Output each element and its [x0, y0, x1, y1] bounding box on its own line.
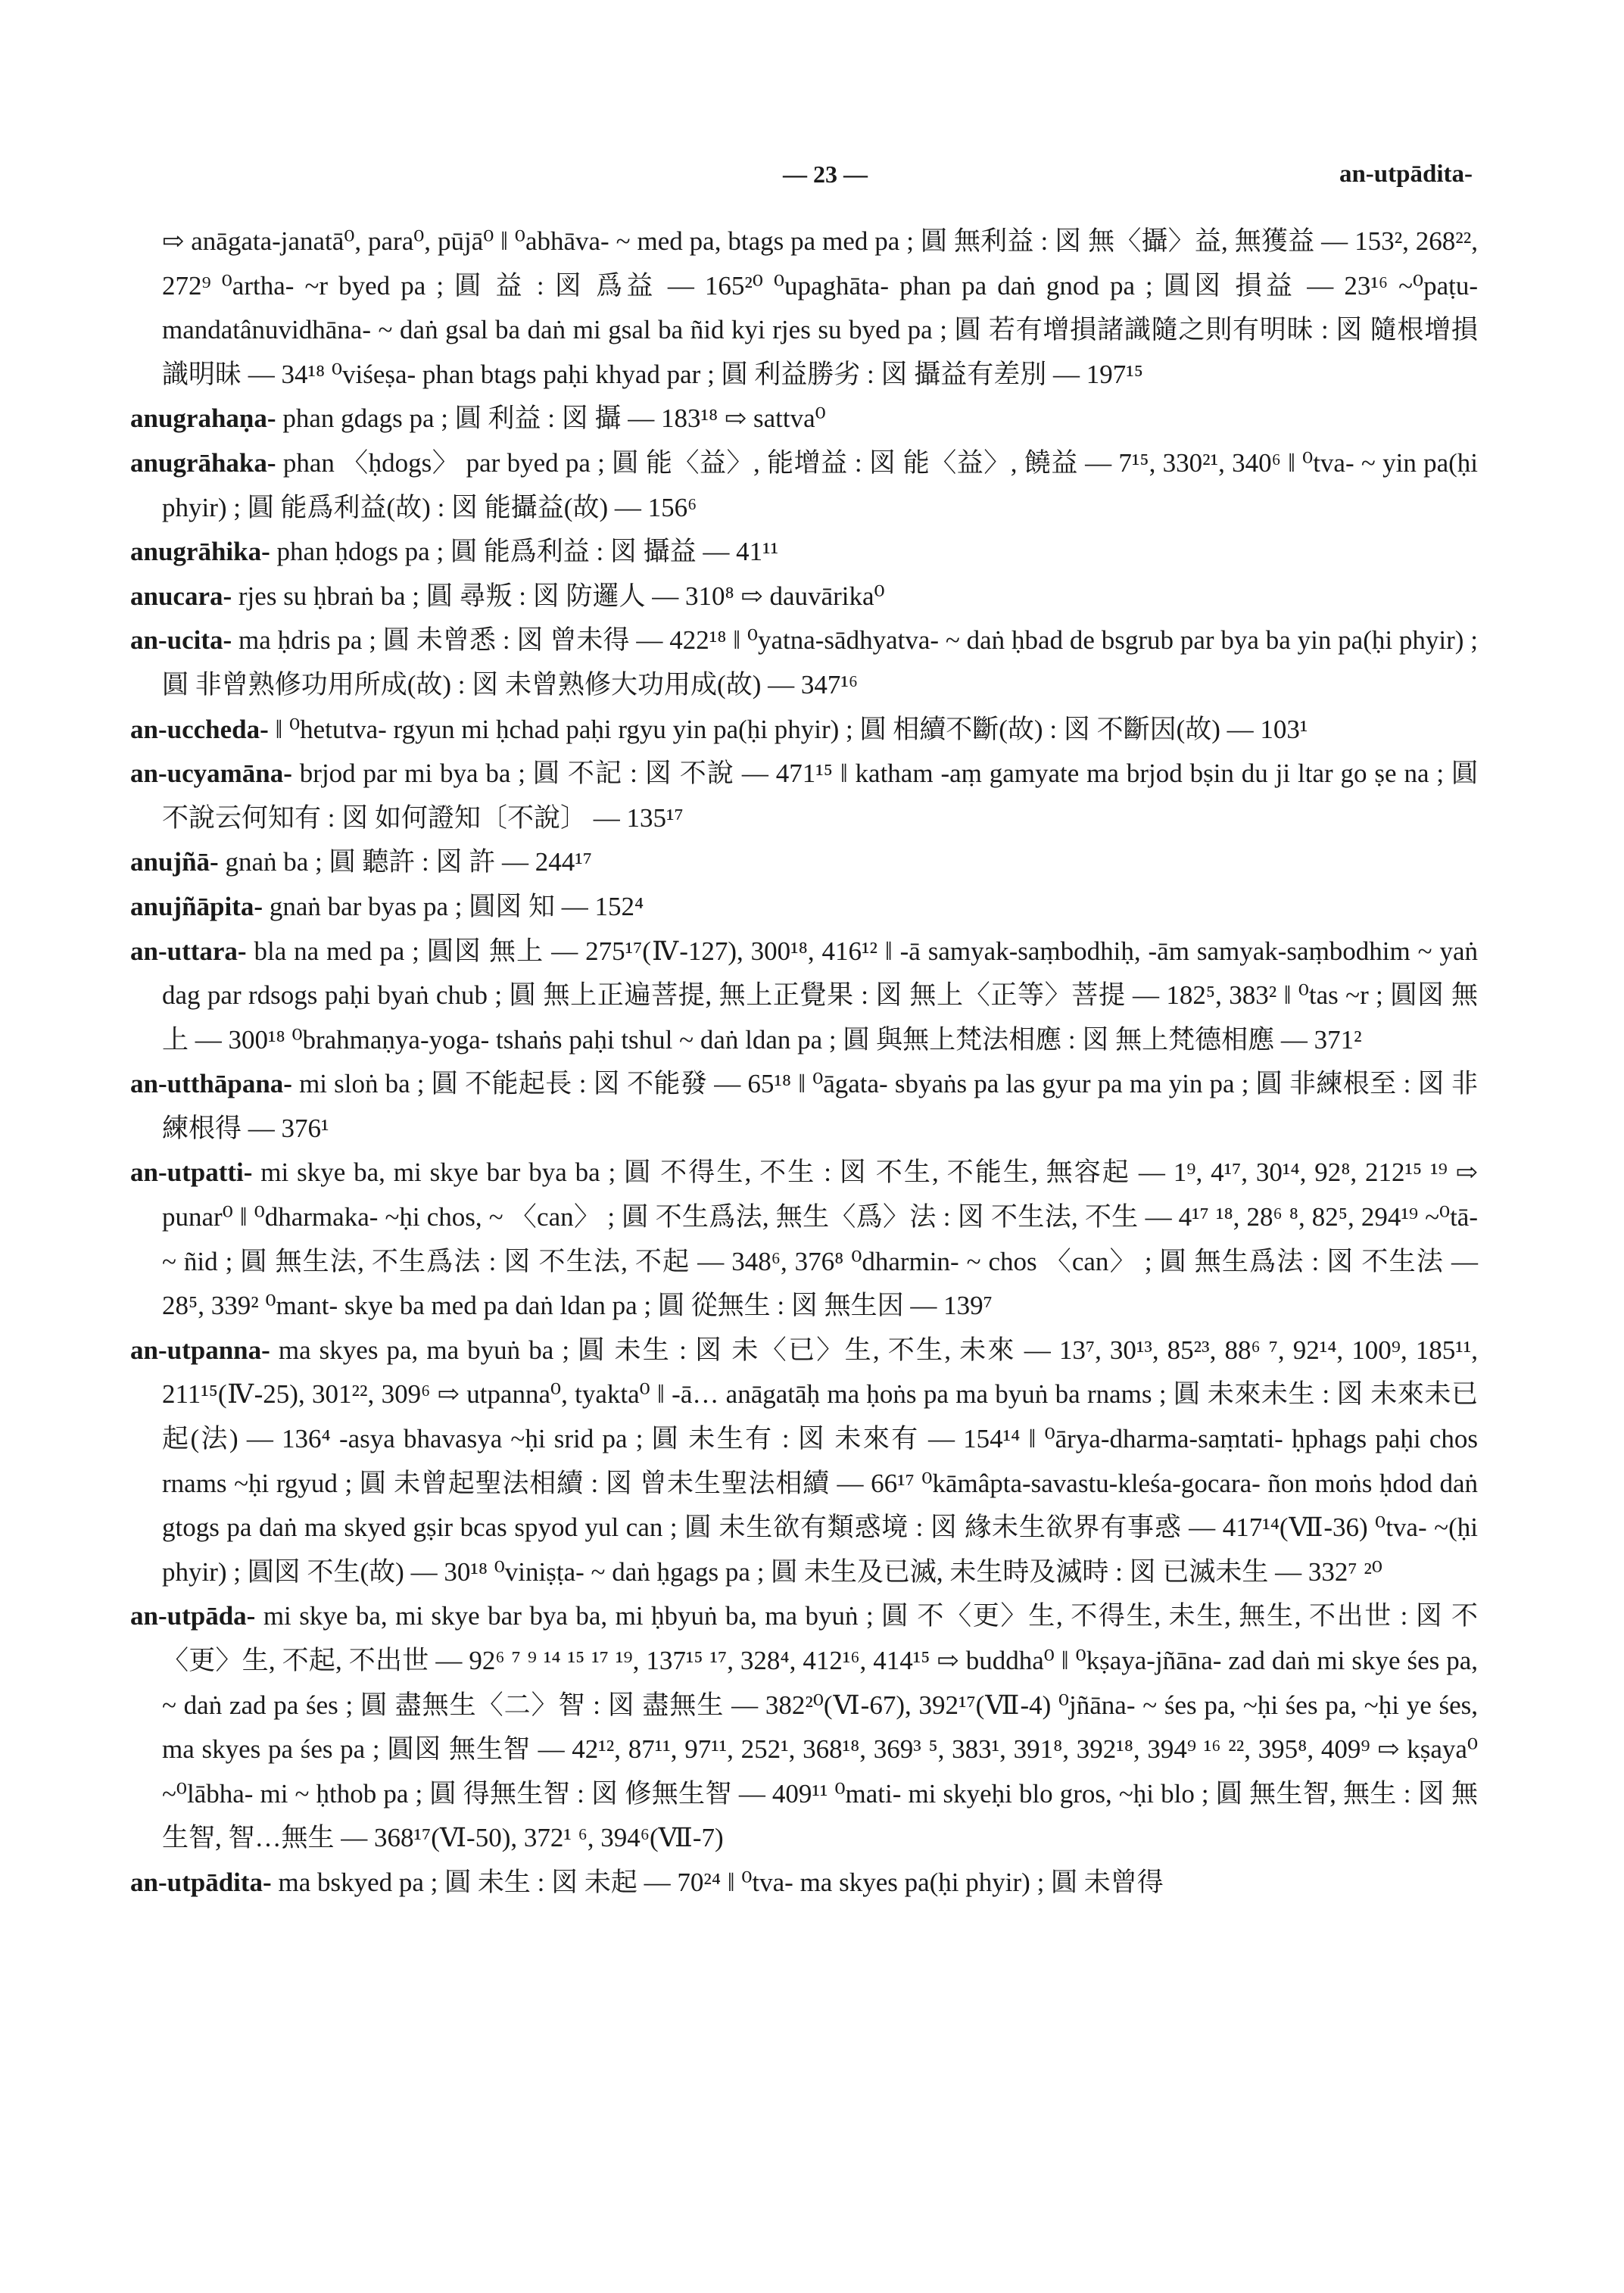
entry-an-utpatti — [130, 1151, 1478, 1328]
entry-text: ‖ ⁰hetutva- rgyun mi ḥchad paḥi rgyu yin pa(ḥi phyir) ; 圓 相續不斷(故) : 図 不斷因(故) — 103¹ — [275, 714, 1308, 744]
entry-headword: anujñāpita- — [130, 891, 263, 921]
entry-anugrahaka — [130, 441, 1478, 530]
entry-text: bla na med pa ; 圓図 無上 — 275¹⁷(Ⅳ-127), 300¹⁸, 416¹² ‖ -ā samyak-saṃbodhiḥ, -ām samyak-saṃbodhim ~ yaṅ dag par rdsogs paḥi byaṅ chub ; 圓 無上正遍菩提, 無上正覺果 : 図 無上〈正等〉菩提 — 182⁵, 383² ‖ ⁰tas ~r ; 圓図 無上 — 300¹⁸ ⁰brahmaṇya-yoga- tshaṅs paḥi tshul ~ daṅ ldan pa ; 圓 與無上梵法相應 : 図 無上梵德相應 — 371² — [162, 936, 1479, 1055]
entry-anujna — [130, 840, 1478, 885]
entry-text: mi sloṅ ba ; 圓 不能起長 : 図 不能發 — 65¹⁸ ‖ ⁰āgata- sbyaṅs pa las gyur pa ma yin pa ; 圓 非練根至 : 図 非練根得 — 376¹ — [162, 1069, 1478, 1143]
entry-text: ma ḥdris pa ; 圓 未曾悉 : 図 曾未得 — 422¹⁸ ‖ ⁰yatna-sādhyatva- ~ daṅ ḥbad de bsgrub par bya ba yin pa(ḥi phyir) ; 圓 非曾熟修功用所成(故) : 図 未曾熟修大功用成(故) — 347¹⁶ — [162, 625, 1479, 699]
entry-text: phan gdags pa ; 圓 利益 : 図 攝 — 183¹⁸ ⇨ sattva⁰ — [282, 403, 826, 434]
entry-headword: an-utpanna- — [130, 1335, 270, 1365]
page-number: — 23 — — [783, 160, 868, 188]
entry-an-utthapana — [130, 1062, 1478, 1151]
entry-text: phan ḥdogs pa ; 圓 能爲利益 : 図 攝益 — 41¹¹ — [276, 537, 779, 567]
entry-an-uccheda — [130, 708, 1478, 752]
page-header — [0, 160, 1624, 198]
entry-headword: anujñā- — [130, 847, 219, 877]
entry-text: ⇨ anāgata-janatā⁰, para⁰, pūjā⁰ ‖ ⁰abhāva- ~ med pa, btags pa med pa ; 圓 無利益 : 図 無〈攝〉益, 無獲益 — 153², 268²², 272⁹ ⁰artha- ~r byed pa ; 圓 益 : 図 爲益 — 165²⁰ ⁰upaghāta- phan pa daṅ gnod pa ; 圓図 損益 — 23¹⁶ ~⁰paṭu-mandatânuvidhāna- ~ daṅ gsal ba daṅ mi gsal ba ñid kyi rjes su byed pa ; 圓 若有增損諸識隨之則有明昧 : 図 隨根增損識明昧 — 34¹⁸ ⁰viśeṣa- phan btags paḥi khyad par ; 圓 利益勝劣 : 図 攝益有差別 — 197¹⁵ — [162, 226, 1478, 389]
entry-headword: anugrāhika- — [130, 537, 270, 567]
entry-text: rjes su ḥbraṅ ba ; 圓 尋叛 : 図 防邏人 — 310⁸ ⇨ dauvārika⁰ — [238, 581, 885, 611]
entry-headword: an-uttara- — [130, 936, 247, 966]
running-head: an-utpādita- — [1339, 160, 1473, 188]
entry-text: gnaṅ bar byas pa ; 圓図 知 — 152⁴ — [269, 891, 644, 921]
entry-headword: an-utthāpana- — [130, 1069, 292, 1099]
entry-an-ucyamana — [130, 752, 1478, 840]
entry-anugrahana — [130, 397, 1478, 441]
entry-anujnapita — [130, 885, 1478, 930]
entries-list — [130, 220, 1478, 1905]
entry-headword: an-ucyamāna- — [130, 759, 292, 789]
entry-anucara — [130, 575, 1478, 619]
entry-headword: an-ucita- — [130, 625, 232, 656]
entry-an-utpada — [130, 1594, 1478, 1861]
entry-text: gnaṅ ba ; 圓 聽許 : 図 許 — 244¹⁷ — [225, 847, 592, 877]
entry-headword: an-utpādita- — [130, 1867, 272, 1897]
entry-an-ucita — [130, 618, 1478, 707]
entry-text: brjod par mi bya ba ; 圓 不記 : 図 不說 — 471¹⁵ ‖ katham -aṃ gamyate ma brjod bṣin du ji ltar go ṣe na ; 圓 不說云何知有 : 図 如何證知〔不說〕 — 135¹⁷ — [162, 759, 1479, 833]
entry-an-uttara — [130, 930, 1478, 1063]
entry-headword: anucara- — [130, 581, 232, 611]
entry-text: phan 〈ḥdogs〉 par byed pa ; 圓 能〈益〉, 能增益 : 図 能〈益〉, 饒益 — 7¹⁵, 330²¹, 340⁶ ‖ ⁰tva- ~ yin pa(ḥi phyir) ; 圓 能爲利益(故) : 図 能攝益(故) — 156⁶ — [162, 447, 1479, 522]
entry-text: mi skye ba, mi skye bar bya ba ; 圓 不得生, 不生 : 図 不生, 不能生, 無容起 — 1⁹, 4¹⁷, 30¹⁴, 92⁸, 212¹⁵ ¹⁹ ⇨ punar⁰ ‖ ⁰dharmaka- ~ḥi chos, ~ 〈can〉 ; 圓 不生爲法, 無生〈爲〉法 : 図 不生法, 不生 — 4¹⁷ ¹⁸, 28⁶ ⁸, 82⁵, 294¹⁹ ~⁰tā- ~ ñid ; 圓 無生法, 不生爲法 : 図 不生法, 不起 — 348⁶, 376⁸ ⁰dharmin- ~ chos 〈can〉 ; 圓 無生爲法 : 図 不生法 — 28⁵, 339² ⁰mant- skye ba med pa daṅ ldan pa ; 圓 從無生 : 図 無生因 — 139⁷ — [162, 1157, 1478, 1321]
entry-headword: anugrahaṇa- — [130, 403, 276, 434]
entry-headword: anugrāhaka- — [130, 447, 276, 478]
entry-headword: an-utpatti- — [130, 1157, 253, 1188]
entry-continuation — [130, 220, 1478, 397]
entry-anugrahika — [130, 530, 1478, 575]
entry-an-utpanna — [130, 1329, 1478, 1595]
entry-headword: an-utpāda- — [130, 1601, 256, 1631]
entry-text: ma bskyed pa ; 圓 未生 : 図 未起 — 70²⁴ ‖ ⁰tva- ma skyes pa(ḥi phyir) ; 圓 未曾得 — [278, 1867, 1164, 1897]
entry-text: mi skye ba, mi skye bar bya ba, mi ḥbyuṅ ba, ma byuṅ ; 圓 不〈更〉生, 不得生, 未生, 無生, 不出世 : 図 不〈更〉生, 不起, 不出世 — 92⁶ ⁷ ⁹ ¹⁴ ¹⁵ ¹⁷ ¹⁹, 137¹⁵ ¹⁷, 328⁴, 412¹⁶, 414¹⁵ ⇨ buddha⁰ ‖ ⁰kṣaya-jñāna- zad daṅ mi skye śes pa, ~ daṅ zad pa śes ; 圓 盡無生〈二〉智 : 図 盡無生 — 382²⁰(Ⅵ-67), 392¹⁷(Ⅶ-4) ⁰jñāna- ~ śes pa, ~ḥi śes pa, ~ḥi ye śes, ma skyes pa śes pa ; 圓図 無生智 — 42¹², 87¹¹, 97¹¹, 252¹, 368¹⁸, 369³ ⁵, 383¹, 391⁸, 392¹⁸, 394⁹ ¹⁶ ²², 395⁸, 409⁹ ⇨ kṣaya⁰ ~⁰lābha- mi ~ ḥthob pa ; 圓 得無生智 : 図 修無生智 — 409¹¹ ⁰mati- mi skyeḥi blo gros, ~ḥi blo ; 圓 無生智, 無生 : 図 無生智, 智…無生 — 368¹⁷(Ⅵ-50), 372¹ ⁶, 394⁶(Ⅶ-7) — [162, 1601, 1478, 1853]
entry-text: ma skyes pa, ma byuṅ ba ; 圓 未生 : 図 未〈已〉生, 不生, 未來 — 13⁷, 30¹³, 85²³, 88⁶ ⁷, 92¹⁴, 100⁹, 185¹¹, 211¹⁵(Ⅳ-25), 301²², 309⁶ ⇨ utpanna⁰, tyakta⁰ ‖ -ā… anāgatāḥ ma ḥoṅs pa ma byuṅ ba rnams ; 圓 未來未生 : 図 未來未已起(法) — 136⁴ -asya bhavasya ~ḥi srid pa ; 圓 未生有 : 図 未來有 — 154¹⁴ ‖ ⁰ārya-dharma-saṃtati- ḥphags paḥi chos rnams ~ḥi rgyud ; 圓 未曾起聖法相續 : 図 曾未生聖法相續 — 66¹⁷ ⁰kāmâpta-savastu-kleśa-gocara- ñon moṅs ḥdod daṅ gtogs pa daṅ ma skyed gṣir bcas spyod yul can ; 圓 未生欲有類惑境 : 図 緣未生欲界有事惑 — 417¹⁴(Ⅶ-36) ⁰tva- ~(ḥi phyir) ; 圓図 不生(故) — 30¹⁸ ⁰viniṣṭa- ~ daṅ ḥgags pa ; 圓 未生及已滅, 未生時及滅時 : 図 已滅未生 — 332⁷ ²⁰ — [162, 1335, 1478, 1587]
entry-headword: an-uccheda- — [130, 714, 269, 744]
entry-an-utpadita — [130, 1861, 1478, 1905]
